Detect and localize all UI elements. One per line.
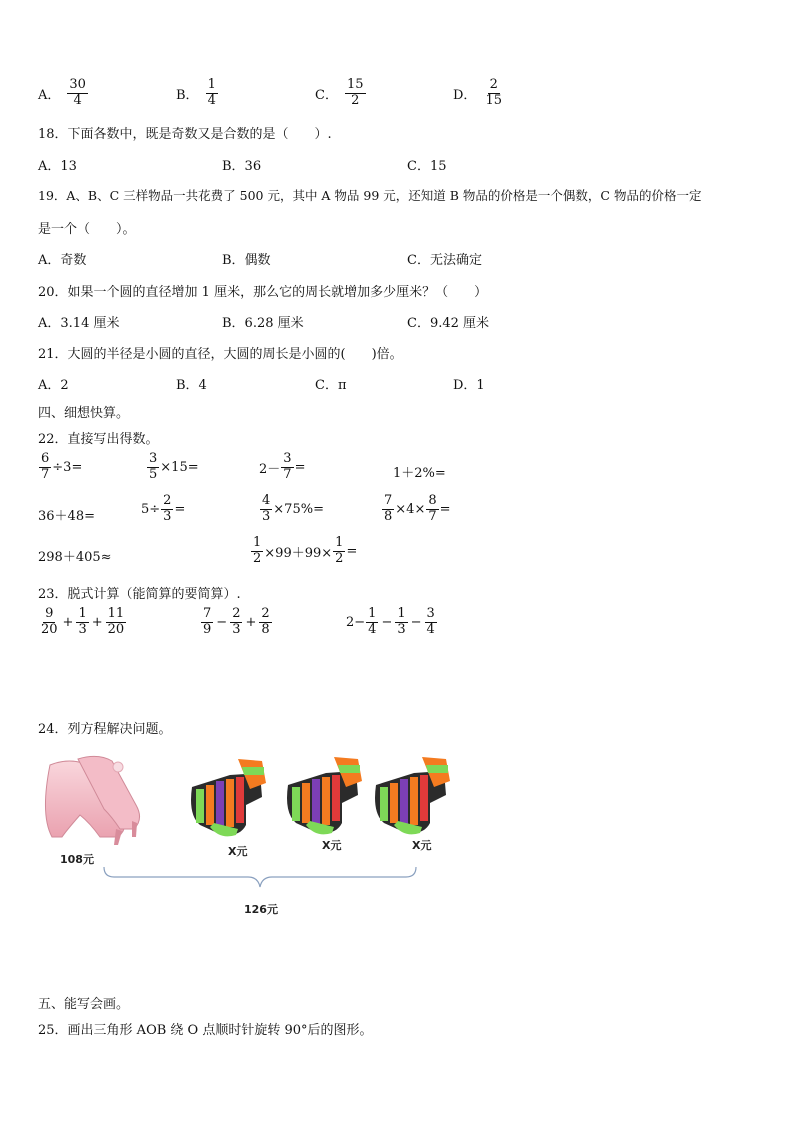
fraction: $\frac{2}{3}$	[163, 493, 172, 524]
sock-price-1: X元	[228, 845, 248, 858]
q19-text-line1: 19．A、B、C 三样物品一共花费了 500 元，其中 A 物品 99 元，还知道 B 物品的价格是一个偶数，C 物品的价格一定	[38, 188, 702, 203]
q23-expression-2: $\frac{7}{9}$ − $\frac{2}{3}$ + $\frac{2}{8}$	[203, 606, 270, 637]
q23-expression-3: 2− $\frac{1}{4}$ − $\frac{1}{3}$ − $\frac{3}{4}$	[346, 606, 435, 637]
option-label: B．	[176, 87, 199, 103]
q22-item-7: $\frac{4}{3}$ ×75%=	[262, 493, 324, 524]
total-price: 126元	[244, 903, 278, 916]
socks-icon	[287, 757, 362, 834]
fraction: $\frac{6}{7}$	[41, 451, 50, 482]
sock-price-2: X元	[322, 839, 342, 852]
fraction: $\frac{7}{9}$	[203, 606, 212, 637]
q20-option-b: B．6.28 厘米	[222, 316, 304, 331]
fraction: $\frac{8}{7}$	[428, 493, 437, 524]
q21-option-d: D．1	[453, 378, 485, 393]
fraction: $\frac{3}{5}$	[149, 451, 158, 482]
q18-text: 18．下面各数中，既是奇数又是合数的是（ ）.	[38, 127, 332, 142]
q22-item-9: 298＋405≈	[38, 550, 112, 565]
fraction: $\frac{2}{8}$	[261, 606, 270, 637]
q20-option-c: C．9.42 厘米	[407, 316, 490, 331]
q17-option-b	[176, 78, 219, 109]
q24-title: 24．列方程解决问题。	[38, 722, 172, 737]
q23-title: 23．脱式计算（能简算的要简算）.	[38, 587, 241, 602]
fraction: $\frac{15}{2}$	[346, 77, 364, 108]
fraction: $\frac{30}{4}$	[69, 77, 86, 108]
fraction: $\frac{3}{7}$	[283, 451, 292, 482]
fraction: $\frac{2}{15}$	[485, 77, 502, 108]
option-label: C．	[315, 87, 338, 103]
q20-text: 20．如果一个圆的直径增加 1 厘米，那么它的周长就增加多少厘米？（ ）	[38, 285, 488, 300]
q22-item-8: $\frac{7}{8}$ ×4× $\frac{8}{7}$ =	[384, 493, 451, 524]
q19-option-b: B．偶数	[222, 253, 271, 268]
q22-item-1: $\frac{6}{7}$ ÷3=	[41, 451, 83, 482]
fraction: $\frac{1}{3}$	[78, 606, 87, 637]
section-4-heading: 四、细想快算。	[38, 406, 130, 421]
q22-title: 22．直接写出得数。	[38, 432, 159, 447]
fraction: $\frac{11}{20}$	[107, 606, 125, 637]
q21-option-b: B．4	[176, 378, 207, 393]
q19-option-c: C．无法确定	[407, 253, 482, 268]
q18-option-b: B．36	[222, 159, 262, 174]
q20-option-a: A．3.14 厘米	[38, 316, 120, 331]
q19-option-a: A．奇数	[38, 253, 87, 268]
fraction: $\frac{2}{3}$	[232, 606, 241, 637]
fraction: $\frac{1}{2}$	[335, 535, 344, 566]
q24-illustration	[0, 745, 794, 985]
q21-option-a: A．2	[38, 378, 69, 393]
sock-price-3: X元	[412, 839, 432, 852]
option-label: A．	[38, 87, 61, 103]
q21-option-c: C．π	[315, 378, 347, 393]
option-label: D．	[453, 87, 477, 103]
q25-text: 25．画出三角形 AOB 绕 O 点顺时针旋转 90°后的图形。	[38, 1023, 373, 1038]
q22-item-5: 36＋48=	[38, 509, 95, 524]
q18-option-c: C．15	[407, 159, 447, 174]
q18-option-a: A．13	[38, 159, 77, 174]
socks-icon	[191, 759, 266, 836]
q22-item-2: $\frac{3}{5}$ ×15=	[149, 451, 199, 482]
q22-item-4: 1＋2%=	[393, 466, 446, 481]
fraction: $\frac{7}{8}$	[384, 493, 393, 524]
shoe-price: 108元	[60, 853, 94, 866]
q23-expression-1: $\frac{9}{20}$ + $\frac{1}{3}$ + $\frac{11}{20}$	[41, 606, 125, 637]
q21-text: 21．大圆的半径是小圆的直径，大圆的周长是小圆的( )倍。	[38, 347, 403, 362]
q17-option-c	[315, 78, 367, 109]
socks-icon	[375, 757, 450, 834]
curly-brace	[104, 867, 416, 887]
q22-item-3: 2－ $\frac{3}{7}$ =	[259, 451, 306, 482]
q17-option-a	[38, 78, 89, 109]
fraction: $\frac{1}{4}$	[207, 77, 216, 108]
fraction: $\frac{3}{4}$	[426, 606, 435, 637]
high-heel-shoes-icon	[45, 756, 139, 845]
fraction: $\frac{9}{20}$	[41, 606, 58, 637]
section-5-heading: 五、能写会画。	[38, 997, 130, 1012]
q17-option-d	[453, 78, 505, 109]
q22-item-10: $\frac{1}{2}$ ×99＋99× $\frac{1}{2}$ =	[253, 535, 358, 566]
q19-text-line2: 是一个（ ）。	[38, 222, 136, 237]
fraction: $\frac{1}{3}$	[397, 606, 406, 637]
fraction: $\frac{4}{3}$	[262, 493, 271, 524]
fraction: $\frac{1}{4}$	[368, 606, 377, 637]
q22-item-6: 5÷ $\frac{2}{3}$ =	[141, 493, 186, 524]
fraction: $\frac{1}{2}$	[253, 535, 262, 566]
